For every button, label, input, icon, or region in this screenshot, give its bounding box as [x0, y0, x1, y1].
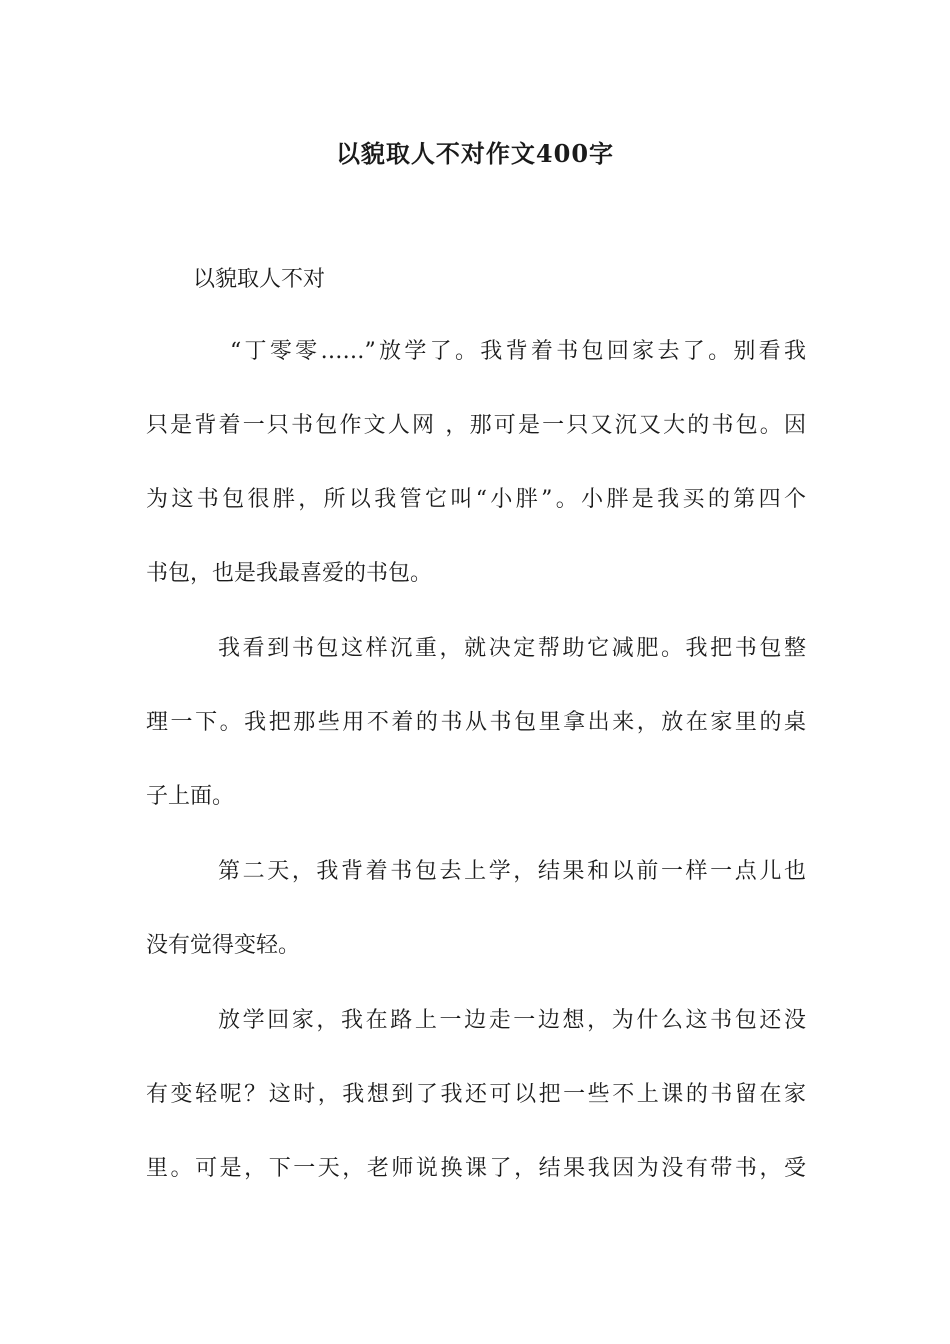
document-title: 以貌取人不对作文400字	[335, 139, 615, 168]
paragraph-line: 放学回家，我在路上一边走一边想，为什么这书包还没	[218, 1008, 806, 1033]
paragraph-line: 有变轻呢？这时，我想到了我还可以把一些不上课的书留在家	[146, 1082, 806, 1107]
paragraph-line: 里。可是，下一天，老师说换课了，结果我因为没有带书，受	[146, 1156, 806, 1181]
paragraph-line: 只是背着一只书包作文人网 ，那可是一只又沉又大的书包。因	[146, 413, 806, 438]
paragraph-line: 子上面。	[146, 784, 235, 809]
paragraph-line: “丁零零……”放学了。我背着书包回家去了。别看我	[230, 339, 806, 364]
paragraph-line: 没有觉得变轻。	[146, 933, 301, 958]
paragraph-line: 为这书包很胖，所以我管它叫“小胖”。小胖是我买的第四个	[146, 487, 806, 512]
paragraph-line: 我看到书包这样沉重，就决定帮助它减肥。我把书包整	[218, 636, 806, 661]
paragraph-line: 理一下。我把那些用不着的书从书包里拿出来，放在家里的桌	[146, 710, 806, 735]
paragraph-line: 书包，也是我最喜爱的书包。	[146, 561, 433, 586]
essay-subtitle: 以貌取人不对	[193, 267, 326, 292]
paragraph-line: 第二天，我背着书包去上学，结果和以前一样一点儿也	[218, 859, 806, 884]
